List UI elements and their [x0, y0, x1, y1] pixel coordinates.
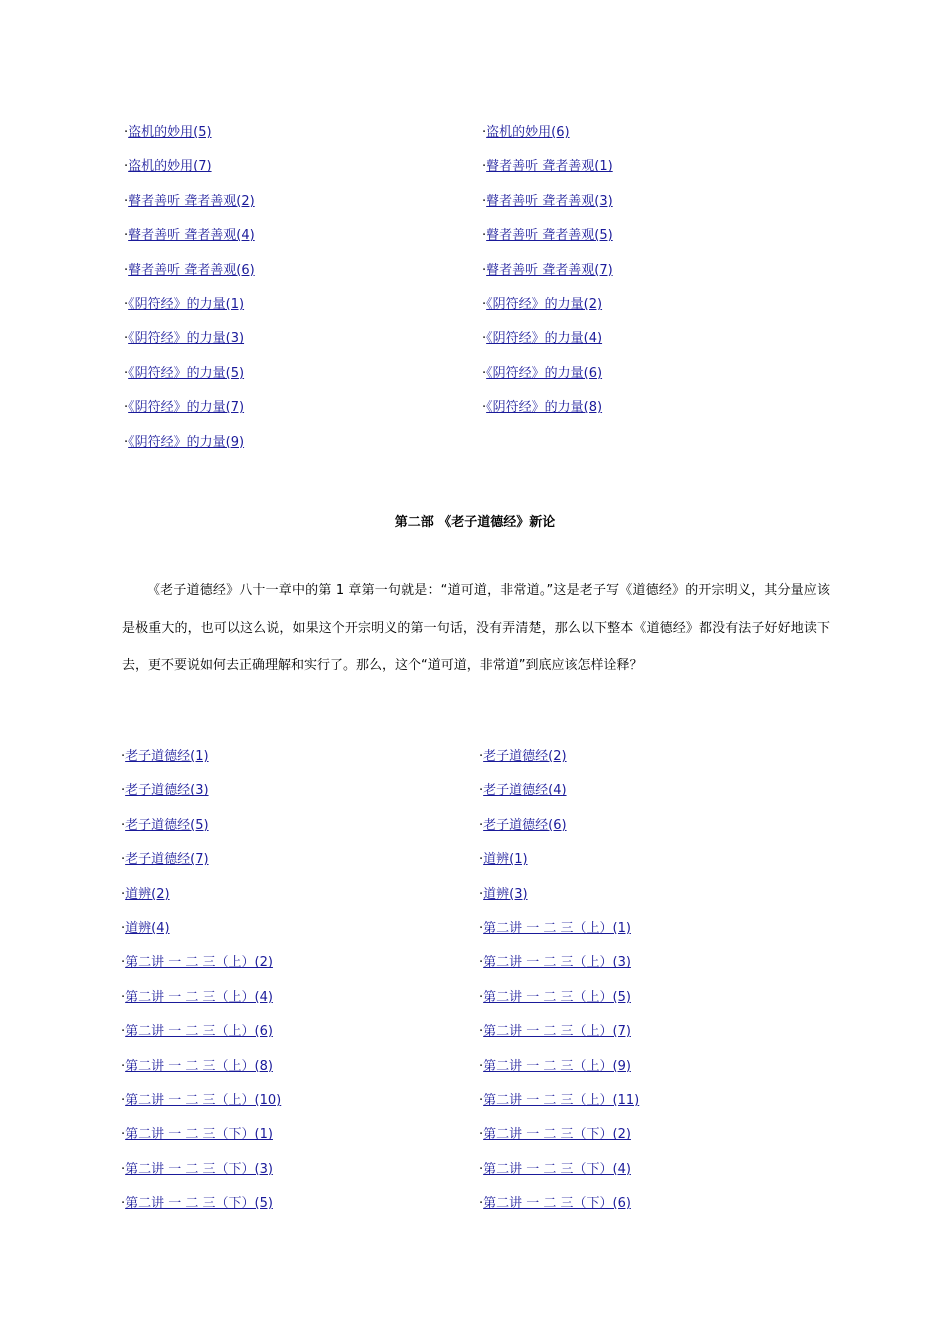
article-link[interactable]: 《阴符经》的力量(7)	[128, 400, 245, 416]
article-link[interactable]: 瞽者善听 聋者善观(1)	[486, 159, 613, 175]
list-item	[479, 747, 837, 781]
article-link[interactable]: 老子道德经(3)	[125, 783, 209, 799]
bullet-dot: ·	[124, 228, 129, 244]
list-item	[121, 1057, 479, 1091]
list-item	[121, 816, 479, 850]
list-item	[479, 816, 837, 850]
bullet-dot: ·	[121, 955, 126, 971]
section-title: 第二部 《老子道德经》新论	[394, 515, 556, 530]
list-item	[479, 1057, 837, 1091]
bullet-dot: ·	[121, 1092, 126, 1108]
bullet-dot: ·	[482, 193, 487, 209]
bullet-dot: ·	[121, 1024, 126, 1040]
bullet-dot: ·	[482, 331, 487, 347]
list-item	[124, 295, 482, 329]
bullet-dot: ·	[121, 989, 126, 1005]
article-link[interactable]: 第二讲 一 二 三（下）(6)	[483, 1196, 631, 1212]
list-item	[124, 226, 482, 260]
article-link[interactable]: 第二讲 一 二 三（下）(4)	[483, 1161, 631, 1177]
article-link[interactable]: 第二讲 一 二 三（上）(5)	[483, 989, 631, 1005]
article-link[interactable]: 《阴符经》的力量(5)	[128, 365, 245, 381]
article-link[interactable]: 瞽者善听 聋者善观(6)	[128, 262, 255, 278]
list-item	[124, 398, 482, 432]
list-item	[482, 123, 840, 157]
bullet-dot: ·	[482, 400, 487, 416]
bullet-dot: ·	[482, 262, 487, 278]
bullet-dot: ·	[121, 817, 126, 833]
article-link[interactable]: 盗机的妙用(6)	[486, 125, 570, 140]
article-link[interactable]: 《阴符经》的力量(1)	[128, 296, 245, 312]
list-item	[482, 398, 840, 432]
article-link[interactable]: 第二讲 一 二 三（上）(4)	[125, 989, 273, 1005]
bullet-dot: ·	[121, 1196, 126, 1212]
article-link[interactable]: 第二讲 一 二 三（上）(3)	[483, 955, 631, 971]
bullet-dot: ·	[482, 365, 487, 381]
list-item	[479, 885, 837, 919]
list-item	[482, 261, 840, 295]
article-link[interactable]: 老子道德经(6)	[483, 817, 567, 833]
bullet-dot: ·	[121, 1058, 126, 1074]
bullet-dot: ·	[124, 434, 129, 450]
list-item	[121, 988, 479, 1022]
list-item	[121, 747, 479, 781]
bullet-dot: ·	[479, 1058, 484, 1074]
bullet-dot: ·	[124, 262, 129, 278]
list-item	[479, 781, 837, 815]
article-link[interactable]: 《阴符经》的力量(8)	[486, 400, 603, 416]
intro-paragraph: 《老子道德经》八十一章中的第 1 章第一句就是：“道可道，非常道。”这是老子写《道德经》的开宗明义，其分量应该是极重大的，也可以这么说，如果这个开宗明义的第一句话，没有弄清楚，那么以下整本《道德经》都没有法子好好地读下去，更不要说如何去正确理解和实行了。那么，这个“道可道，非常道”到底应该怎样诠释？	[122, 583, 830, 673]
article-link[interactable]: 老子道德经(5)	[125, 817, 209, 833]
list-item	[482, 226, 840, 260]
list-item	[121, 1160, 479, 1194]
article-link[interactable]: 道辨(3)	[483, 886, 528, 902]
list-item	[121, 885, 479, 919]
list-item	[124, 192, 482, 226]
bullet-dot: ·	[479, 989, 484, 1005]
article-link[interactable]: 瞽者善听 聋者善观(5)	[486, 228, 613, 244]
bullet-dot: ·	[124, 331, 129, 347]
list-item	[479, 850, 837, 884]
article-link[interactable]: 第二讲 一 二 三（下）(1)	[125, 1127, 273, 1143]
list-item	[482, 364, 840, 398]
article-link[interactable]: 第二讲 一 二 三（上）(8)	[125, 1058, 273, 1074]
list-item	[121, 1091, 479, 1125]
bullet-dot: ·	[479, 1161, 484, 1177]
article-link[interactable]: 第二讲 一 二 三（上）(9)	[483, 1058, 631, 1074]
article-link[interactable]: 《阴符经》的力量(2)	[486, 296, 603, 312]
article-link[interactable]: 老子道德经(7)	[125, 852, 209, 868]
article-link[interactable]: 第二讲 一 二 三（上）(11)	[483, 1092, 640, 1108]
bullet-dot: ·	[479, 783, 484, 799]
bullet-dot: ·	[479, 1024, 484, 1040]
list-item	[124, 364, 482, 398]
list-item	[121, 781, 479, 815]
list-item	[121, 919, 479, 953]
article-link[interactable]: 瞽者善听 聋者善观(4)	[128, 228, 255, 244]
bullet-dot: ·	[124, 159, 129, 175]
article-link[interactable]: 老子道德经(1)	[125, 749, 209, 764]
list-item	[482, 295, 840, 329]
article-link[interactable]: 《阴符经》的力量(6)	[486, 365, 603, 381]
bullet-dot: ·	[479, 1196, 484, 1212]
bullet-dot: ·	[479, 749, 484, 764]
list-item	[479, 988, 837, 1022]
link-list-yinfujing	[124, 123, 840, 467]
article-link[interactable]: 《阴符经》的力量(9)	[128, 434, 245, 450]
bullet-dot: ·	[121, 1161, 126, 1177]
list-item	[479, 1160, 837, 1194]
bullet-dot: ·	[124, 400, 129, 416]
article-link[interactable]: 《阴符经》的力量(3)	[128, 331, 245, 347]
bullet-dot: ·	[124, 125, 129, 140]
bullet-dot: ·	[482, 296, 487, 312]
list-item	[482, 157, 840, 191]
list-item	[121, 1022, 479, 1056]
article-link[interactable]: 第二讲 一 二 三（上）(10)	[125, 1092, 282, 1108]
bullet-dot: ·	[479, 886, 484, 902]
article-link[interactable]: 道辨(1)	[483, 852, 528, 868]
article-link[interactable]: 《阴符经》的力量(4)	[486, 331, 603, 347]
bullet-dot: ·	[482, 125, 487, 140]
list-item	[124, 157, 482, 191]
bullet-dot: ·	[479, 1092, 484, 1108]
bullet-dot: ·	[479, 1127, 484, 1143]
list-item	[482, 329, 840, 363]
article-link[interactable]: 瞽者善听 聋者善观(2)	[128, 193, 255, 209]
bullet-dot: ·	[482, 228, 487, 244]
list-item	[479, 1091, 837, 1125]
bullet-dot: ·	[124, 365, 129, 381]
bullet-dot: ·	[124, 296, 129, 312]
article-link[interactable]: 盗机的妙用(7)	[128, 159, 212, 175]
bullet-dot: ·	[479, 852, 484, 868]
article-link[interactable]: 第二讲 一 二 三（上）(6)	[125, 1024, 273, 1040]
list-item	[479, 1022, 837, 1056]
article-link[interactable]: 瞽者善听 聋者善观(7)	[486, 262, 613, 278]
article-link[interactable]: 第二讲 一 二 三（上）(2)	[125, 955, 273, 971]
bullet-dot: ·	[121, 852, 126, 868]
list-item	[479, 1125, 837, 1159]
list-item	[479, 1194, 837, 1228]
list-item	[124, 261, 482, 295]
list-item	[121, 850, 479, 884]
article-link[interactable]: 老子道德经(2)	[483, 749, 567, 764]
article-link[interactable]: 瞽者善听 聋者善观(3)	[486, 193, 613, 209]
article-link[interactable]: 第二讲 一 二 三（上）(1)	[483, 920, 631, 936]
list-item	[121, 1125, 479, 1159]
article-link[interactable]: 第二讲 一 二 三（下）(3)	[125, 1161, 273, 1177]
article-link[interactable]: 道辨(4)	[125, 920, 170, 936]
list-item	[479, 919, 837, 953]
article-link[interactable]: 第二讲 一 二 三（下）(2)	[483, 1127, 631, 1143]
bullet-dot: ·	[479, 955, 484, 971]
list-item	[482, 192, 840, 226]
list-item	[121, 1194, 479, 1228]
bullet-dot: ·	[121, 886, 126, 902]
bullet-dot: ·	[121, 920, 126, 936]
list-item	[124, 329, 482, 363]
link-list-daodejing	[121, 747, 837, 1228]
article-link[interactable]: 第二讲 一 二 三（上）(7)	[483, 1024, 631, 1040]
article-link[interactable]: 第二讲 一 二 三（下）(5)	[125, 1196, 273, 1212]
bullet-dot: ·	[482, 159, 487, 175]
article-link[interactable]: 盗机的妙用(5)	[128, 125, 212, 140]
article-link[interactable]: 道辨(2)	[125, 886, 170, 902]
article-link[interactable]: 老子道德经(4)	[483, 783, 567, 799]
bullet-dot: ·	[121, 1127, 126, 1143]
list-item	[479, 953, 837, 987]
list-item	[124, 123, 482, 157]
bullet-dot: ·	[121, 783, 126, 799]
bullet-dot: ·	[121, 749, 126, 764]
list-item	[124, 433, 482, 467]
bullet-dot: ·	[479, 817, 484, 833]
bullet-dot: ·	[479, 920, 484, 936]
list-item	[121, 953, 479, 987]
bullet-dot: ·	[124, 193, 129, 209]
